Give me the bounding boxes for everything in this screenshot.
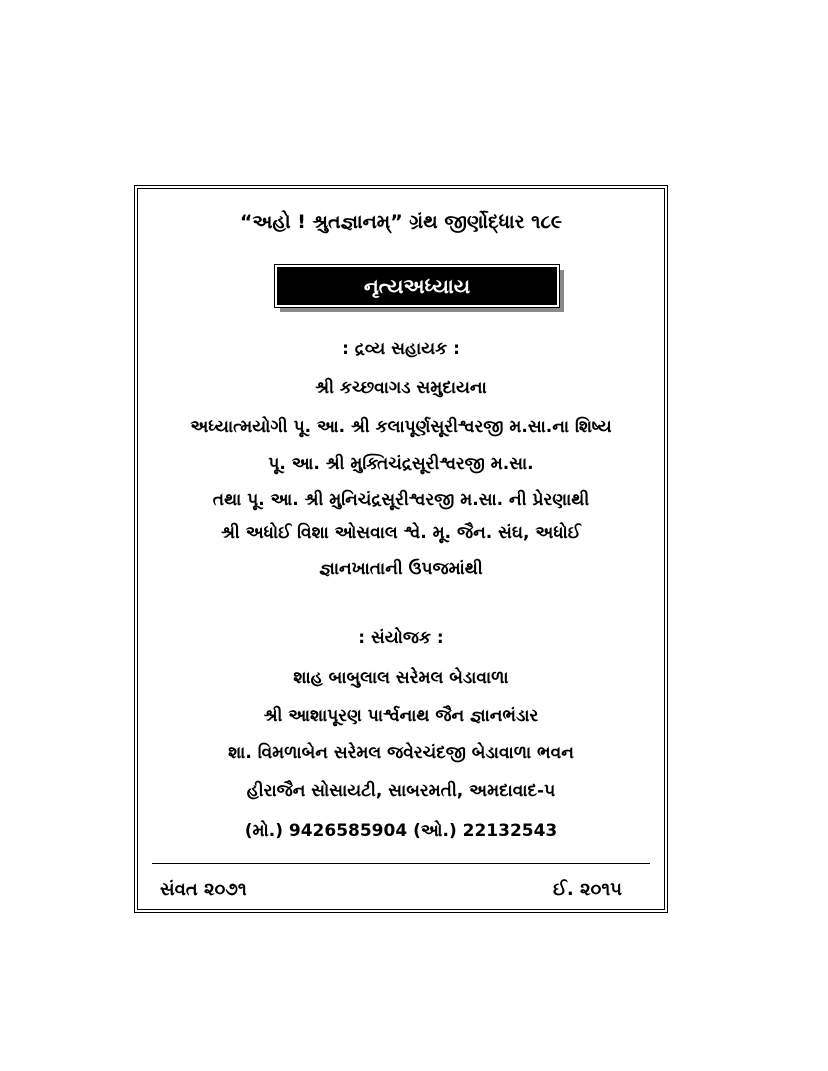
sponsor-line: પૂ. આ. શ્રી મુક્તિચંદ્રસૂરીશ્વરજી મ.સા. [268, 454, 534, 474]
sponsor-line: તથા પૂ. આ. શ્રી મુનિચંદ્રસૂરીશ્વરજી મ.સા. ની પ્રેરણાથી [212, 490, 590, 510]
sponsor-heading: : દ્રવ્ય સહાયક : [342, 339, 460, 359]
book-title-box [275, 265, 559, 307]
organizer-heading: : સંયોજક : [358, 628, 444, 648]
sponsor-line: શ્રી કચ્છવાગડ સમુદાયના [315, 378, 487, 398]
organizer-line: શા. વિમળાબેન સરેમલ જવેરચંદજી બેડાવાળા ભવન [228, 743, 574, 763]
organizer-contact: (મો.) 9426585904 (ઓ.) 22132543 [244, 821, 558, 841]
sponsor-line: જ્ઞાનખાતાની ઉપજમાંથી [319, 559, 483, 579]
organizer-line: શાહ બાબુલાલ સરેમલ બેડાવાળા [293, 668, 509, 688]
book-title: નૃત્યઅધ્યાય [275, 265, 559, 307]
footer-samvat: સંવત ૨૦૭૧ [160, 879, 247, 900]
sponsor-line: શ્રી અધોઈ વિશા ઓસવાલ શ્વે. મૂ. જૈન. સંઘ, અધોઈ [221, 523, 581, 543]
footer-divider [152, 863, 650, 864]
organizer-line: શ્રી આશાપૂરણ પાર્શ્વનાથ જૈન જ્ઞાનભંડાર [263, 706, 539, 726]
organizer-line: હીરાજૈન સોસાયટી, સાબરમતી, અમદાવાદ-૫ [246, 781, 556, 801]
sponsor-line: અધ્યાત્મયોગી પૂ. આ. શ્રી કલાપૂર્ણસૂરીશ્વરજી મ.સા.ના શિષ્ય [190, 417, 612, 437]
footer-year: ઈ. ૨૦૧૫ [552, 879, 622, 900]
page-border-frame [134, 185, 668, 913]
series-title: “અહો ! શ્રુતજ્ઞાનમ્” ગ્રંથ જીર્ણોદ્ધાર ૧૮૯ [239, 211, 563, 233]
